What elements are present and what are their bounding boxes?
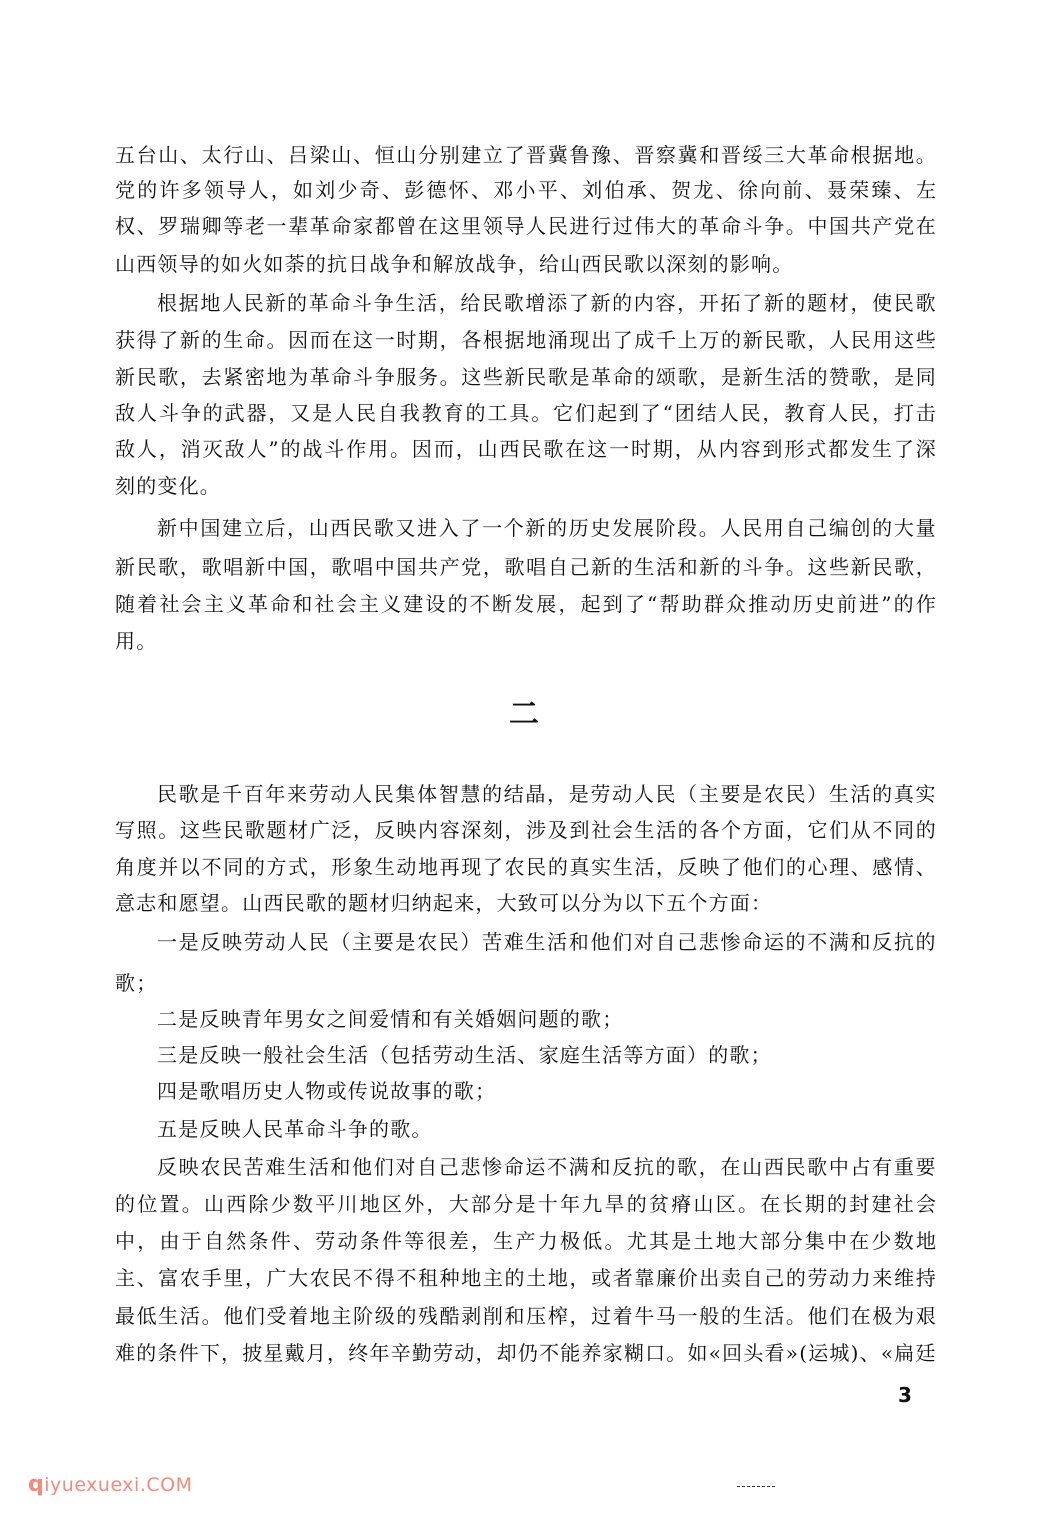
paragraph-line: 敌 人 斗 争 的 武 器 ， 又 是 人 民 自 我 教 育 的 工 具 。 它 们 起 到 了 “ 团 结 人 民 ， 教 育 人 民 ， 打 击 bbox=[115, 401, 936, 425]
page-number: 3 bbox=[898, 1383, 912, 1407]
list-item-line: 一 是 反 映 劳 动 人 民 （ 主 要 是 农 民 ） 苦 难 生 活 和 他 们 对 自 己 悲 惨 命 运 的 不 满 和 反 抗 的 bbox=[157, 930, 936, 954]
paragraph-line: 写 照 。 这 些 民 歌 题 材 广 泛 ， 反 映 内 容 深 刻 ， 涉 及 到 社 会 生 活 的 各 个 方 面 ， 它 们 从 不 同 的 bbox=[115, 818, 936, 842]
footer-dash-divider bbox=[737, 1486, 775, 1487]
paragraph-line: 党 的 许 多 领 导 人 ， 如 刘 少 奇 、 彭 德 怀 、 邓 小 平 、 刘 伯 承 、 贺 龙 、 徐 向 前 、 聂 荣 臻 、 左 bbox=[115, 178, 936, 202]
paragraph-line: 新 中 国 建 立 后 ， 山 西 民 歌 又 进 入 了 一 个 新 的 历 史 发 展 阶 段 。 人 民 用 自 己 编 创 的 大 量 bbox=[157, 516, 936, 540]
paragraph-line: 角 度 并 以 不 同 的 方 式 ， 形 象 生 动 地 再 现 了 农 民 的 真 实 生 活 ， 反 映 了 他 们 的 心 理 、 感 情 、 bbox=[115, 855, 936, 879]
paragraph-line: 获 得 了 新 的 生 命 。 因 而 在 这 一 时 期 ， 各 根 据 地 涌 现 出 了 成 千 上 万 的 新 民 歌 ， 人 民 用 这 些 bbox=[115, 328, 936, 352]
watermark-text: iyuexuexi.COM bbox=[44, 1474, 193, 1496]
paragraph-line: 反 映 农 民 苦 难 生 活 和 他 们 对 自 己 悲 惨 命 运 不 满 和 反 抗 的 歌 ， 在 山 西 民 歌 中 占 有 重 要 bbox=[157, 1155, 936, 1179]
watermark-prefix: q bbox=[28, 1472, 45, 1497]
list-item-line: 歌； bbox=[115, 971, 158, 995]
paragraph-line: 意志和愿望。山西民歌的题材归纳起来，大致可以分为以下五个方面： bbox=[115, 891, 773, 915]
paragraph-line: 主 、 富 农 手 里 ， 广 大 农 民 不 得 不 租 种 地 主 的 土 地 ， 或 者 靠 廉 价 出 卖 自 己 的 劳 动 力 来 维 持 bbox=[115, 1266, 936, 1290]
paragraph-line: 民 歌 是 千 百 年 来 劳 动 人 民 集 体 智 慧 的 结 晶 ， 是 劳 动 人 民 （ 主 要 是 农 民 ） 生 活 的 真 实 bbox=[157, 782, 936, 806]
section-heading: 二 bbox=[509, 697, 539, 732]
paragraph-line: 最 低 生 活 。 他 们 受 着 地 主 阶 级 的 残 酷 剥 削 和 压 榨 ， 过 着 牛 马 一 般 的 生 活 。 他 们 在 极 为 艰 bbox=[115, 1304, 936, 1328]
paragraph-line: 的 位 置 。 山 西 除 少 数 平 川 地 区 外 ， 大 部 分 是 十 年 九 旱 的 贫 瘠 山 区 。 在 长 期 的 封 建 社 会 bbox=[115, 1192, 936, 1216]
paragraph-line: 用。 bbox=[115, 629, 158, 653]
paragraph-line: 权 、 罗 瑞 卿 等 老 一 辈 革 命 家 都 曾 在 这 里 领 导 人 民 进 行 过 伟 大 的 革 命 斗 争 。 中 国 共 产 党 在 bbox=[115, 214, 936, 238]
paragraph-line: 中 ， 由 于 自 然 条 件 、 劳 动 条 件 等 很 差 ， 生 产 力 极 低 。 尤 其 是 土 地 大 部 分 集 中 在 少 数 地 bbox=[115, 1229, 936, 1253]
paragraph-line: 新 民 歌 ， 歌 唱 新 中 国 ， 歌 唱 中 国 共 产 党 ， 歌 唱 自 己 新 的 生 活 和 新 的 斗 争 。 这 些 新 民 歌 ， bbox=[115, 555, 936, 579]
paragraph-line: 山西领导的如火如荼的抗日战争和解放战争，给山西民歌以深刻的影响。 bbox=[115, 252, 794, 276]
paragraph-line: 刻的变化。 bbox=[115, 474, 221, 498]
list-item-line: 三是反映一般社会生活（包括劳动生活、家庭生活等方面）的歌； bbox=[157, 1043, 772, 1067]
paragraph-line: 随 着 社 会 主 义 革 命 和 社 会 主 义 建 设 的 不 断 发 展 ， 起 到 了 “ 帮 助 群 众 推 动 历 史 前 进 ” 的 作 bbox=[115, 592, 936, 616]
watermark-logo bbox=[28, 1472, 193, 1497]
list-item-line: 五是反映人民革命斗争的歌。 bbox=[157, 1117, 433, 1141]
paragraph-line: 五 台 山 、 太 行 山 、 吕 梁 山 、 恒 山 分 别 建 立 了 晋 冀 鲁 豫 、 晋 察 冀 和 晋 绥 三 大 革 命 根 据 地 。 bbox=[115, 143, 936, 167]
paragraph-line: 新 民 歌 ， 去 紧 密 地 为 革 命 斗 争 服 务 。 这 些 新 民 歌 是 革 命 的 颂 歌 ， 是 新 生 活 的 赞 歌 ， 是 同 bbox=[115, 365, 936, 389]
paragraph-line: 根 据 地 人 民 新 的 革 命 斗 争 生 活 ， 给 民 歌 增 添 了 新 的 内 容 ， 开 拓 了 新 的 题 材 ， 使 民 歌 bbox=[157, 291, 936, 315]
paragraph-line: 难 的 条 件 下 ， 披 星 戴 月 ， 终 年 辛 勤 劳 动 ， 却 仍 不 能 养 家 糊 口 。 如 « 回 头 看 » ( 运 城 ) 、 « 扁 廷 bbox=[115, 1341, 936, 1365]
paragraph-line: 敌 人 ， 消 灭 敌 人 ” 的 战 斗 作 用 。 因 而 ， 山 西 民 歌 在 这 一 时 期 ， 从 内 容 到 形 式 都 发 生 了 深 bbox=[115, 437, 936, 461]
list-item-line: 二是反映青年男女之间爱情和有关婚姻问题的歌； bbox=[157, 1007, 624, 1031]
list-item-line: 四是歌唱历史人物或传说故事的歌； bbox=[157, 1079, 497, 1103]
